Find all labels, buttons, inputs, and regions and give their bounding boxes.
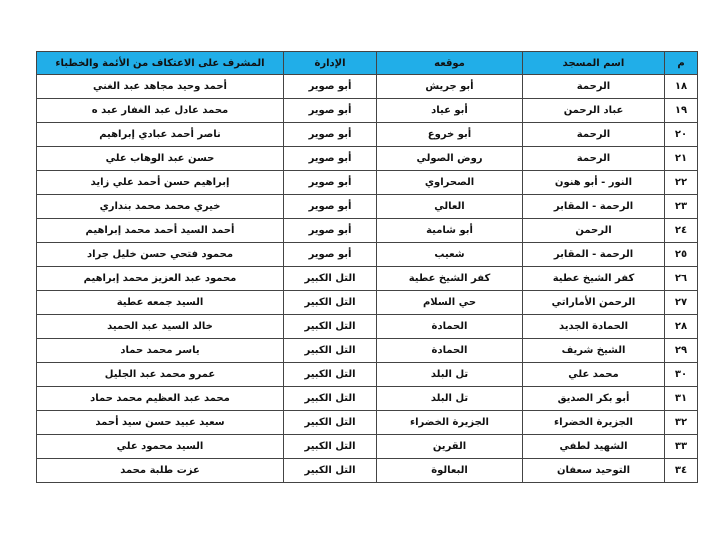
cell-mosque-name: أبو بكر الصديق	[523, 387, 665, 411]
cell-administration: أبو صوير	[284, 147, 377, 171]
cell-number: ٢٩	[665, 339, 698, 363]
header-row	[37, 52, 698, 75]
cell-administration: التل الكبير	[284, 291, 377, 315]
header-location: موقعه	[377, 52, 523, 75]
cell-mosque-name: الحمادة الجديد	[523, 315, 665, 339]
table-row	[37, 171, 698, 195]
cell-mosque-name: الشهيد لطفي	[523, 435, 665, 459]
table-row	[37, 99, 698, 123]
cell-supervisor: محمد عبد العظيم محمد حماد	[37, 387, 284, 411]
cell-location: حي السلام	[377, 291, 523, 315]
cell-administration: أبو صوير	[284, 219, 377, 243]
cell-number: ٣٣	[665, 435, 698, 459]
cell-mosque-name: الرحمن	[523, 219, 665, 243]
cell-number: ٢٣	[665, 195, 698, 219]
header-supervisor: المشرف على الاعتكاف من الأئمة والخطباء	[37, 52, 284, 75]
cell-mosque-name: الرحمة	[523, 123, 665, 147]
cell-supervisor: سعيد عبيد حسن سيد أحمد	[37, 411, 284, 435]
cell-location: أبو خروع	[377, 123, 523, 147]
table-row	[37, 123, 698, 147]
cell-location: تل البلد	[377, 387, 523, 411]
cell-number: ١٨	[665, 75, 698, 99]
table-body	[37, 75, 698, 483]
cell-administration: التل الكبير	[284, 363, 377, 387]
cell-administration: أبو صوير	[284, 243, 377, 267]
cell-administration: أبو صوير	[284, 123, 377, 147]
table-row	[37, 291, 698, 315]
cell-location: الحمادة	[377, 339, 523, 363]
cell-administration: أبو صوير	[284, 75, 377, 99]
cell-administration: التل الكبير	[284, 267, 377, 291]
table-row	[37, 147, 698, 171]
cell-supervisor: أحمد وحيد مجاهد عبد الغني	[37, 75, 284, 99]
table-row	[37, 75, 698, 99]
table-row	[37, 315, 698, 339]
cell-mosque-name: التوحيد سعفان	[523, 459, 665, 483]
table-row	[37, 339, 698, 363]
table-row	[37, 363, 698, 387]
cell-number: ٢٦	[665, 267, 698, 291]
cell-supervisor: السيد محمود علي	[37, 435, 284, 459]
cell-location: أبو شامية	[377, 219, 523, 243]
cell-supervisor: محمد عادل عبد الغفار عبد ه	[37, 99, 284, 123]
cell-administration: التل الكبير	[284, 459, 377, 483]
cell-mosque-name: الجزيرة الخضراء	[523, 411, 665, 435]
cell-number: ٢٧	[665, 291, 698, 315]
header-mosque-name: اسم المسجد	[523, 52, 665, 75]
cell-mosque-name: الرحمة - المقابر	[523, 243, 665, 267]
table-row	[37, 243, 698, 267]
table-row	[37, 411, 698, 435]
table-row	[37, 459, 698, 483]
cell-mosque-name: الرحمة	[523, 75, 665, 99]
cell-administration: أبو صوير	[284, 195, 377, 219]
table-row	[37, 435, 698, 459]
cell-mosque-name: الرحمة - المقابر	[523, 195, 665, 219]
cell-location: شعيب	[377, 243, 523, 267]
mosque-supervisors-table	[36, 51, 698, 483]
cell-number: ٣٤	[665, 459, 698, 483]
cell-mosque-name: الرحمة	[523, 147, 665, 171]
cell-supervisor: محمود عبد العزيز محمد إبراهيم	[37, 267, 284, 291]
cell-administration: التل الكبير	[284, 411, 377, 435]
cell-number: ٢١	[665, 147, 698, 171]
cell-location: الحمادة	[377, 315, 523, 339]
cell-mosque-name: الرحمن الأماراتي	[523, 291, 665, 315]
cell-number: ٢٨	[665, 315, 698, 339]
cell-administration: التل الكبير	[284, 339, 377, 363]
cell-number: ٣٠	[665, 363, 698, 387]
cell-number: ٣٢	[665, 411, 698, 435]
cell-location: القرين	[377, 435, 523, 459]
cell-location: أبو جريش	[377, 75, 523, 99]
cell-number: ١٩	[665, 99, 698, 123]
header-number: م	[665, 52, 698, 75]
cell-location: روض الصولي	[377, 147, 523, 171]
cell-supervisor: إبراهيم حسن أحمد علي زايد	[37, 171, 284, 195]
cell-supervisor: خالد السيد عبد الحميد	[37, 315, 284, 339]
cell-location: البعالوة	[377, 459, 523, 483]
cell-location: أبو عياد	[377, 99, 523, 123]
cell-supervisor: عزت طلبة محمد	[37, 459, 284, 483]
cell-number: ٢٠	[665, 123, 698, 147]
cell-number: ٢٤	[665, 219, 698, 243]
table-row	[37, 219, 698, 243]
cell-supervisor: ناصر أحمد عبادي إبراهيم	[37, 123, 284, 147]
cell-mosque-name: النور - أبو هنون	[523, 171, 665, 195]
cell-administration: التل الكبير	[284, 435, 377, 459]
cell-number: ٣١	[665, 387, 698, 411]
table-header	[37, 52, 698, 75]
cell-supervisor: حسن عبد الوهاب علي	[37, 147, 284, 171]
cell-mosque-name: الشيخ شريف	[523, 339, 665, 363]
cell-number: ٢٢	[665, 171, 698, 195]
cell-location: تل البلد	[377, 363, 523, 387]
cell-location: العالي	[377, 195, 523, 219]
cell-location: الجزيرة الخضراء	[377, 411, 523, 435]
header-administration: الإدارة	[284, 52, 377, 75]
cell-administration: أبو صوير	[284, 99, 377, 123]
cell-supervisor: أحمد السيد أحمد محمد إبراهيم	[37, 219, 284, 243]
cell-supervisor: السيد جمعه عطية	[37, 291, 284, 315]
cell-number: ٢٥	[665, 243, 698, 267]
cell-supervisor: ياسر محمد حماد	[37, 339, 284, 363]
table-row	[37, 267, 698, 291]
cell-mosque-name: محمد علي	[523, 363, 665, 387]
cell-administration: التل الكبير	[284, 387, 377, 411]
table-row	[37, 387, 698, 411]
table-row	[37, 195, 698, 219]
cell-supervisor: خيري محمد محمد بنداري	[37, 195, 284, 219]
cell-administration: أبو صوير	[284, 171, 377, 195]
cell-mosque-name: كفر الشيخ عطية	[523, 267, 665, 291]
cell-supervisor: عمرو محمد عبد الجليل	[37, 363, 284, 387]
cell-mosque-name: عباد الرحمن	[523, 99, 665, 123]
cell-administration: التل الكبير	[284, 315, 377, 339]
cell-location: كفر الشيخ عطية	[377, 267, 523, 291]
cell-supervisor: محمود فتحي حسن خليل جراد	[37, 243, 284, 267]
cell-location: الصحراوي	[377, 171, 523, 195]
